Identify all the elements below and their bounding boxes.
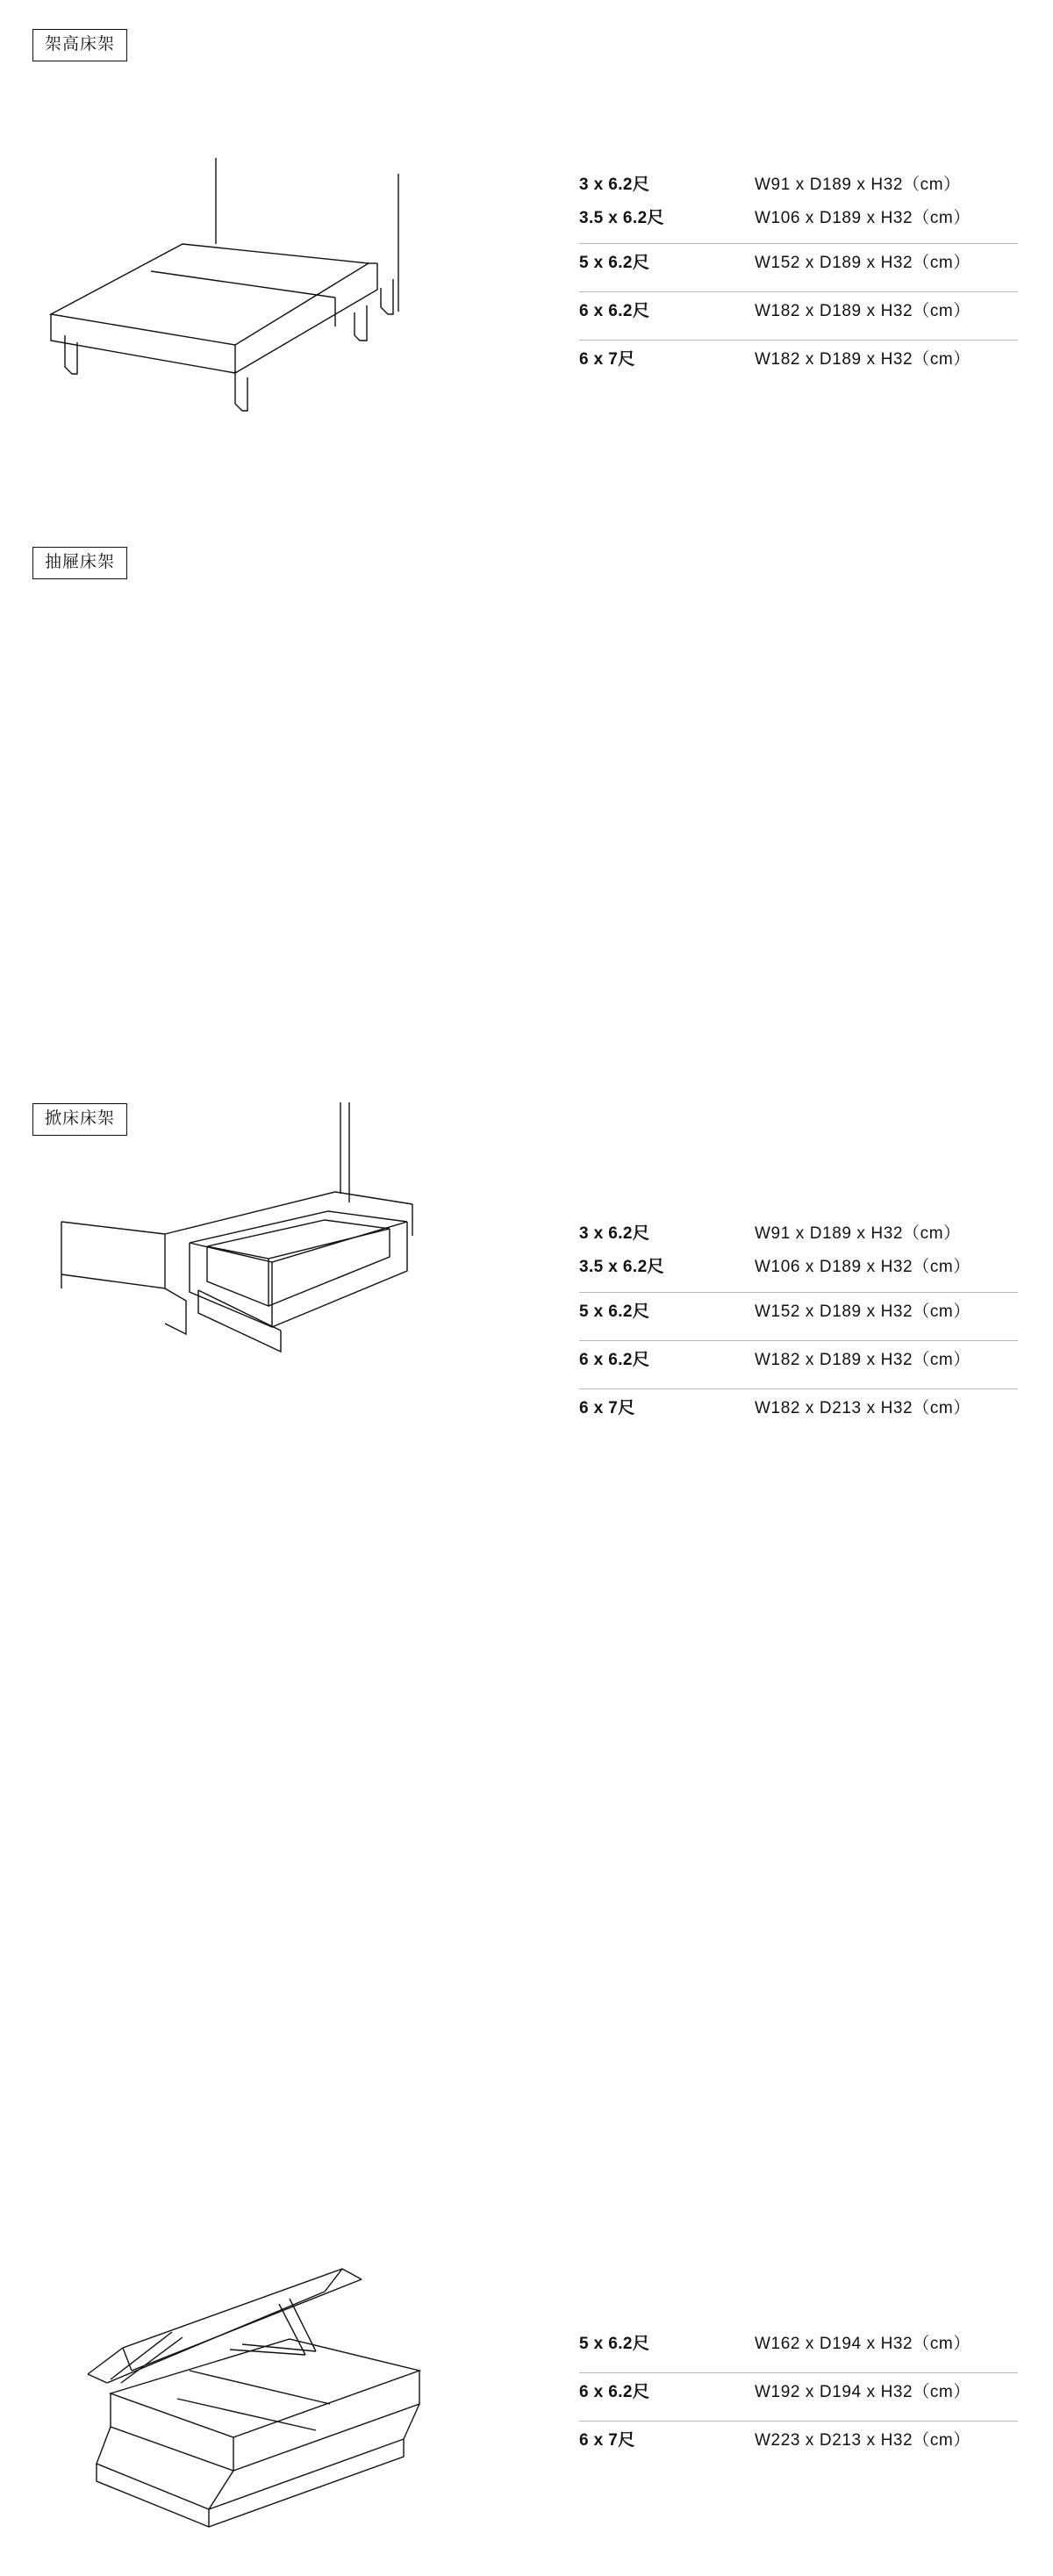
spec-table-platform-bed [579,171,1018,383]
spec-dimensions: W182 x D189 x H32（cm） [755,302,971,320]
spec-size: 6 x 7尺 [579,350,635,369]
divider [579,340,1018,341]
spec-size: 6 x 6.2尺 [579,2383,650,2401]
spec-size: 6 x 6.2尺 [579,1351,650,1369]
spec-size: 6 x 7尺 [579,1399,635,1417]
spec-dimensions: W182 x D189 x H32（cm） [755,350,971,369]
table-row [579,2427,1018,2464]
divider [579,291,1018,292]
spec-dimensions: W182 x D189 x H32（cm） [755,1351,971,1369]
divider [579,2372,1018,2373]
section-label-platform-bed: 架高床架 [32,29,127,61]
spec-size: 3.5 x 6.2尺 [579,209,664,227]
spec-size: 6 x 6.2尺 [579,302,650,320]
table-row [579,205,1018,238]
spec-dimensions: W91 x D189 x H32（cm） [755,1224,961,1243]
spec-dimensions: W152 x D189 x H32（cm） [755,254,971,272]
section-label-drawer-bed: 抽屜床架 [32,547,127,579]
spec-dimensions: W106 x D189 x H32（cm） [755,1258,971,1276]
table-row [579,2379,1018,2415]
spec-size: 3 x 6.2尺 [579,1224,650,1243]
lift-up-storage-bed-frame-illustration [26,2207,500,2576]
spec-size: 3 x 6.2尺 [579,176,650,194]
section-lift-up-bed [0,1075,1053,2450]
table-row [579,346,1018,383]
section-label-lift-up-bed: 掀床床架 [32,1103,127,1136]
spec-table-lift-up-bed [579,2330,1018,2464]
divider [579,2421,1018,2422]
platform-bed-frame-illustration [26,132,483,465]
spec-dimensions: W162 x D194 x H32（cm） [755,2335,971,2353]
spec-size: 6 x 7尺 [579,2431,635,2450]
table-row [579,249,1018,286]
section-platform-bed [0,0,1053,527]
spec-size: 5 x 6.2尺 [579,2335,650,2353]
table-row [579,298,1018,334]
spec-dimensions: W223 x D213 x H32（cm） [755,2431,971,2450]
spec-dimensions: W182 x D213 x H32（cm） [755,1399,971,1417]
spec-size: 3.5 x 6.2尺 [579,1258,664,1276]
spec-size: 5 x 6.2尺 [579,1302,650,1321]
spec-dimensions: W91 x D189 x H32（cm） [755,176,961,194]
divider [579,243,1018,244]
spec-size: 5 x 6.2尺 [579,254,650,272]
spec-dimensions: W152 x D189 x H32（cm） [755,1302,971,1321]
table-row [579,2330,1018,2367]
table-row [579,171,1018,205]
spec-dimensions: W192 x D194 x H32（cm） [755,2383,971,2401]
spec-dimensions: W106 x D189 x H32（cm） [755,209,971,227]
